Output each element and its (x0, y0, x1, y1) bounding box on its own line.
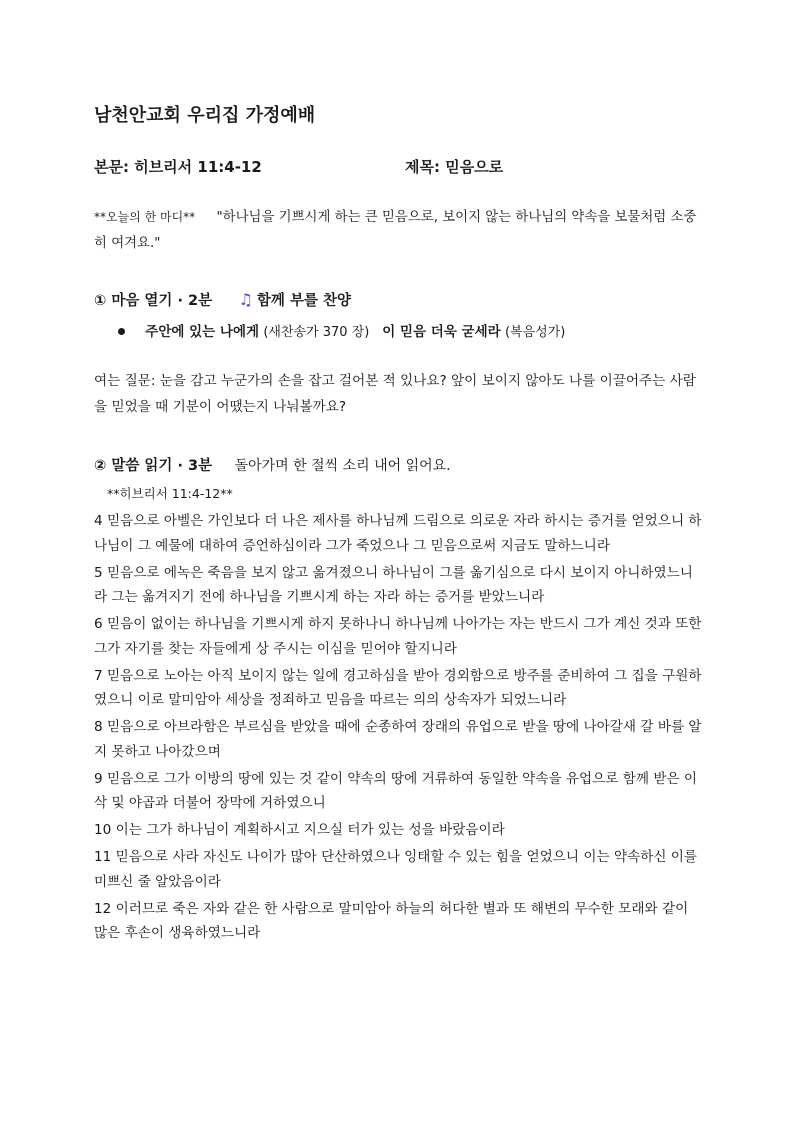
passage-label: 본문: 히브리서 11:4-12 (94, 158, 262, 176)
verse-list (94, 509, 704, 948)
verse-11: 11 믿음으로 사라 자신도 나이가 많아 단산하였으나 잉태할 수 있는 힘을 얻었으니 이는 약속하신 이를 미쁘신 줄 알았음이라 (94, 849, 698, 890)
saying-text: "하나님을 기쁘시게 하는 큰 믿음으로, 보이지 않는 하나님의 약속을 보물처럼 소중히 여겨요." (94, 210, 697, 251)
today-saying (94, 204, 704, 257)
document-title: 남천안교회 우리집 가정예배 (94, 105, 316, 126)
subject-label: 제목: 믿음으로 (405, 158, 504, 176)
verse-8: 8 믿음으로 아브라함은 부르심을 받았을 때에 순종하여 장래의 유업으로 받을 땅에 나아갈새 갈 바를 알지 못하고 나아갔으며 (94, 719, 702, 760)
music-note-icon: ♫ (238, 290, 253, 309)
song-title-1: 주안에 있는 나에게 (145, 324, 260, 340)
section-read-word (94, 454, 704, 475)
verse-12: 12 이러므로 죽은 자와 같은 한 사람으로 말미암아 하늘의 허다한 별과 또 해변의 무수한 모래와 같이 많은 후손이 생육하였느니라 (94, 900, 689, 941)
song-list-item (118, 320, 708, 340)
saying-tag: **오늘의 한 마디** (94, 210, 196, 224)
section1-heading: ① 마음 열기 · 2분 (94, 293, 213, 309)
section-open-heart (94, 289, 704, 310)
section2-heading: ② 말씀 읽기 · 3분 (94, 458, 213, 474)
passage-subject-row (94, 156, 704, 177)
opening-question: 여는 질문: 눈을 감고 누군가의 손을 잡고 걸어본 적 있나요? 앞이 보이지 않아도 나를 이끌어주는 사람을 믿었을 때 기분이 어땠는지 나눠볼까요? (94, 373, 696, 415)
verse-10: 10 이는 그가 하나님이 계획하시고 지으실 터가 있는 성을 바랐음이라 (94, 822, 505, 838)
verse-4: 4 믿음으로 아벨은 가인보다 더 나은 제사를 하나님께 드림으로 의로운 자라 하시는 증거를 얻었으니 하나님이 그 예물에 대하여 증언하심이라 그가 죽었으나 그 믿음으로써 지금도 말하느니라 (94, 513, 702, 554)
verse-5: 5 믿음으로 에녹은 죽음을 보지 않고 옮겨졌으니 하나님이 그를 옮기심으로 다시 보이지 아니하였느니라 그는 옮겨지기 전에 하나님을 기쁘시게 하는 자라 하는 증거를 받았느니라 (94, 564, 693, 605)
song-title-2: 이 믿음 더욱 굳세라 (382, 324, 501, 340)
song-source-1: (새찬송가 370 장) (263, 325, 370, 340)
reading-instruction: 돌아가며 한 절씩 소리 내어 읽어요. (234, 458, 451, 474)
verse-9: 9 믿음으로 그가 이방의 땅에 있는 것 같이 약속의 땅에 거류하여 동일한 약속을 유업으로 함께 받은 이삭 및 야곱과 더불어 장막에 거하였으니 (94, 770, 698, 811)
bullet-icon (118, 328, 125, 335)
verse-6: 6 믿음이 없이는 하나님을 기쁘시게 하지 못하나니 하나님께 나아가는 자는 반드시 그가 계신 것과 또한 그가 자기를 찾는 자들에게 상 주시는 이심을 믿어야 할지니라 (94, 616, 702, 657)
verse-7: 7 믿음으로 노아는 아직 보이지 않는 일에 경고하심을 받아 경외함으로 방주를 준비하여 그 집을 구원하였으니 이로 말미암아 세상을 정죄하고 믿음을 따르는 의의 상속자가 되었느니라 (94, 667, 702, 708)
song-note-label: 함께 부를 찬양 (256, 293, 352, 309)
scripture-reference: **히브리서 11:4-12** (107, 486, 233, 501)
song-note (239, 289, 351, 310)
song-source-2: (복음성가) (504, 325, 566, 340)
